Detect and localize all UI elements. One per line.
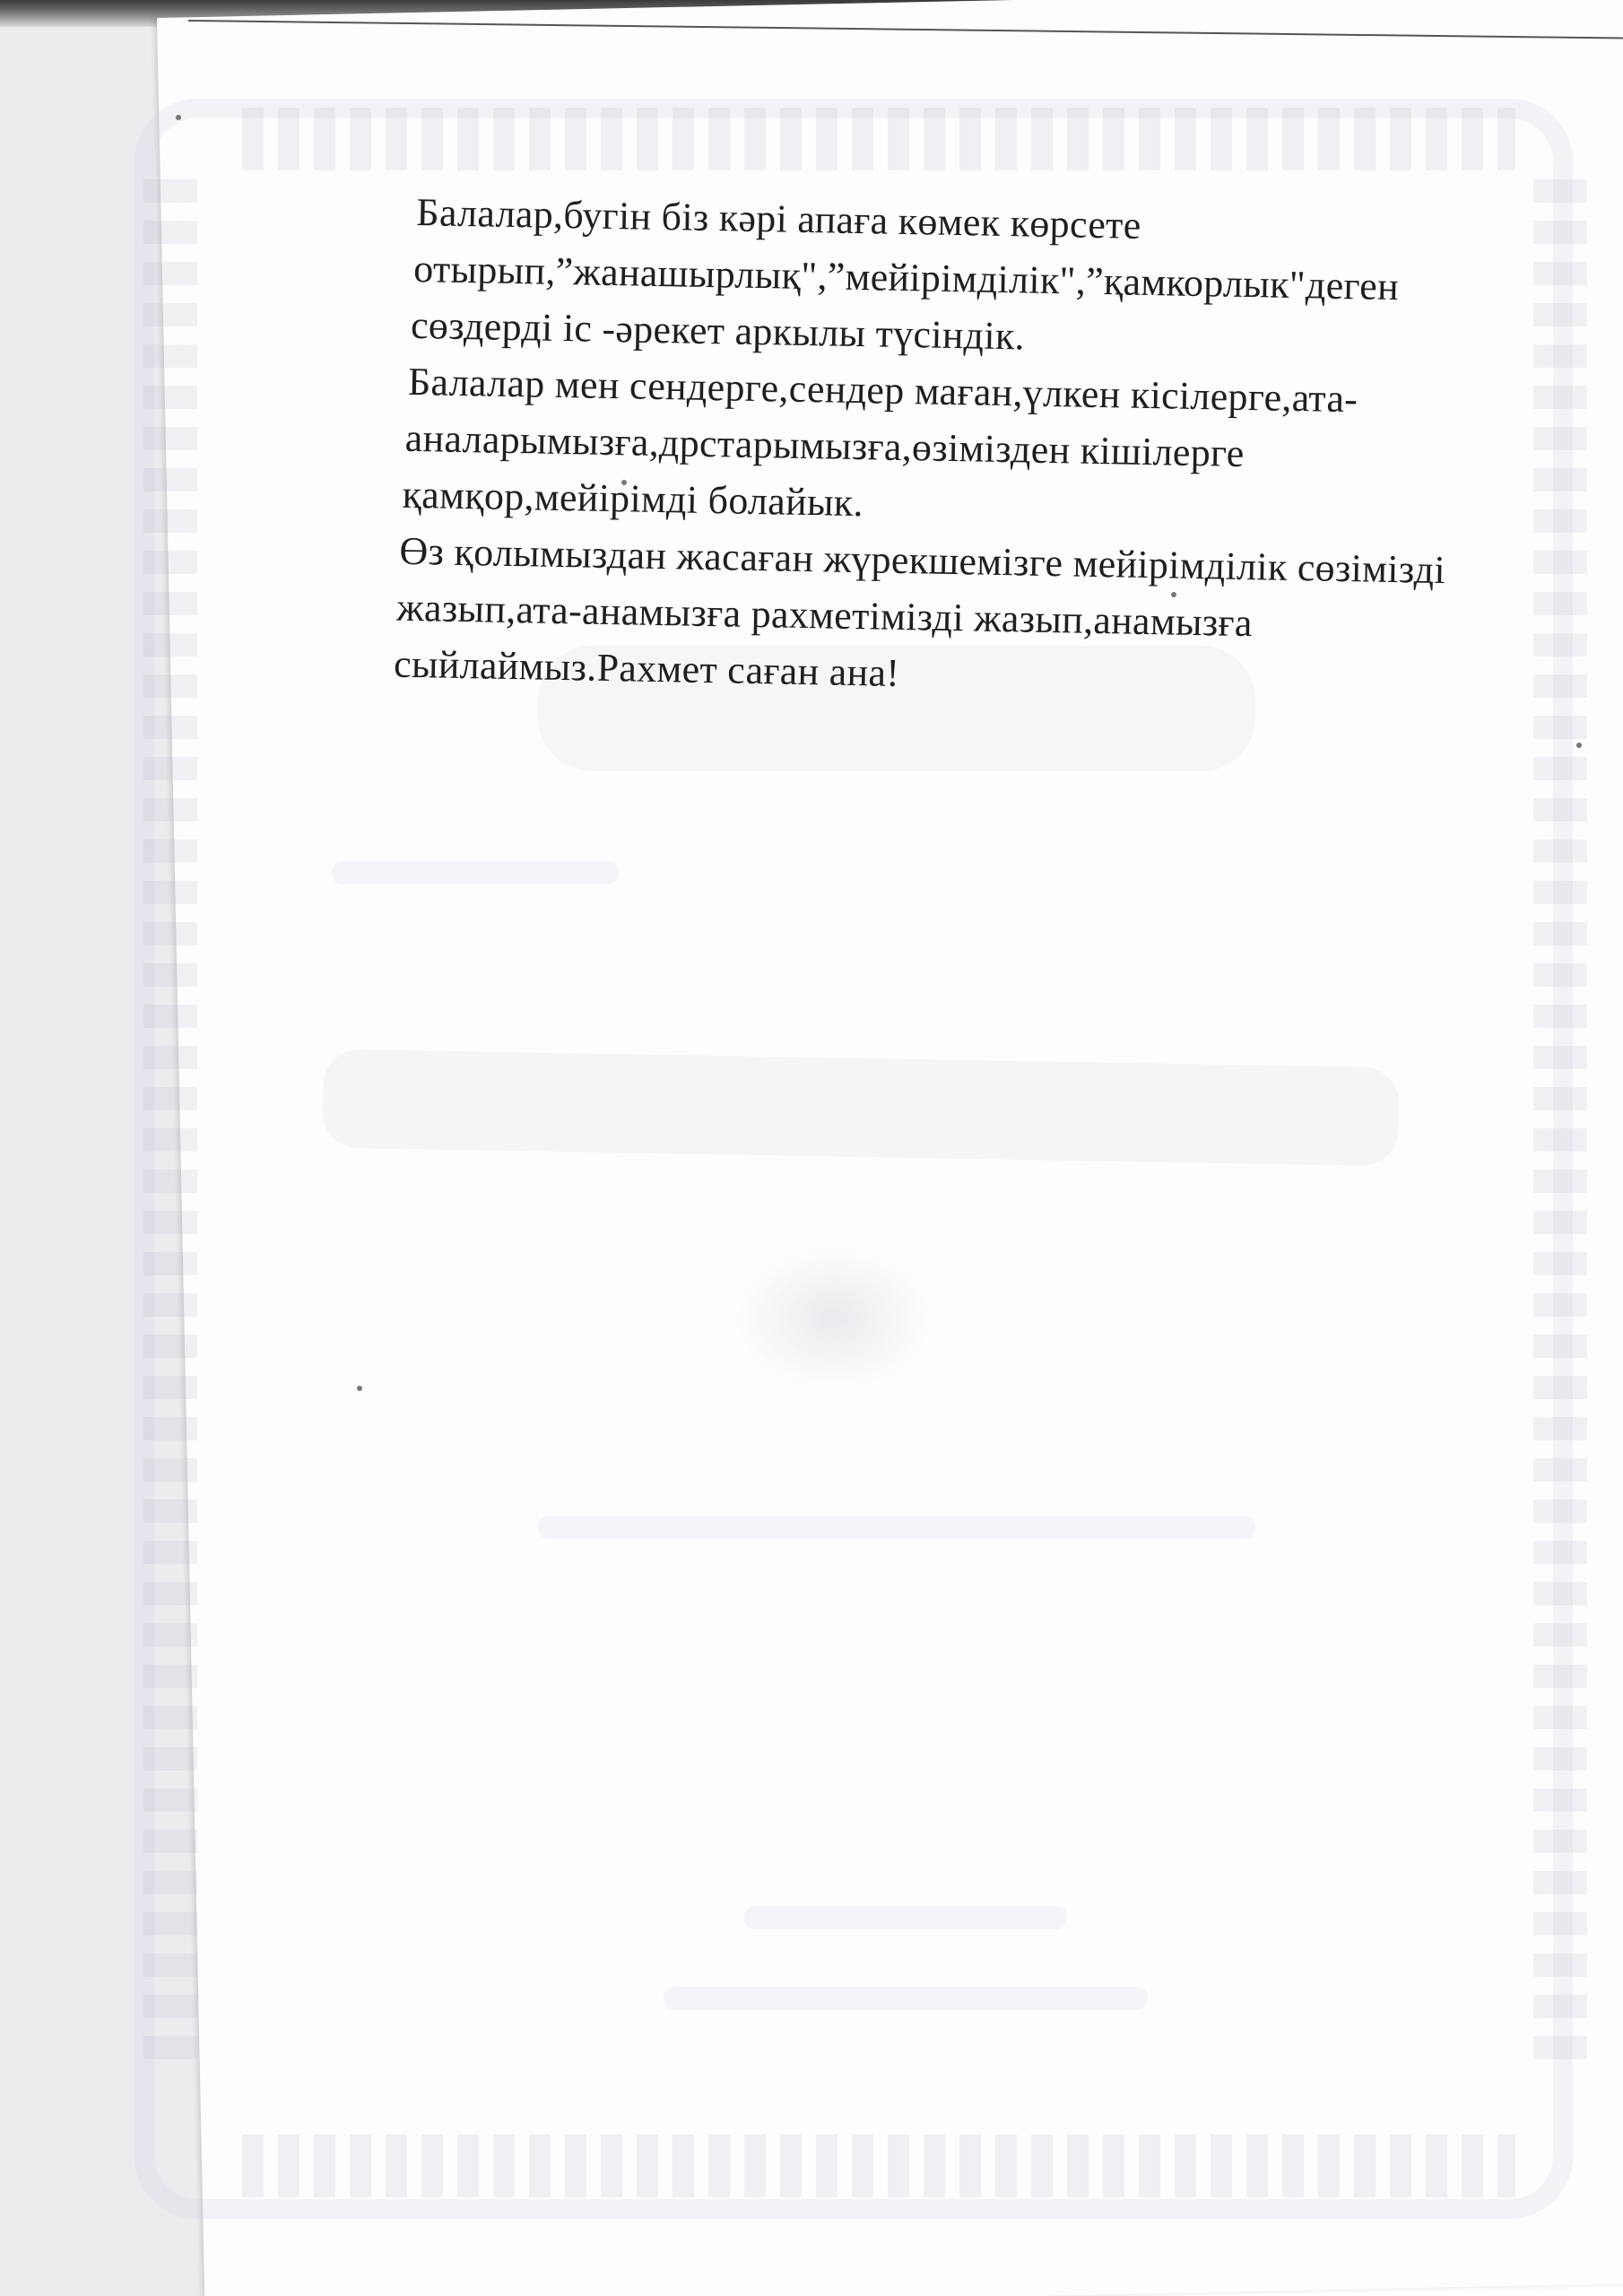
show-through-line (332, 861, 619, 884)
scan-speck (357, 1386, 362, 1391)
letter-text (393, 184, 1529, 713)
show-through-line (538, 1516, 1255, 1539)
show-through-line (664, 1987, 1148, 2010)
text-line: сыйлаймыз.Рахмет саған ана! (393, 641, 900, 695)
scan-speck (1576, 743, 1582, 748)
show-through-ornament-right (1533, 179, 1587, 2063)
show-through-ornament-left (143, 179, 197, 2063)
show-through-ornament-top (242, 108, 1515, 170)
show-through-ornament-bottom (242, 2135, 1515, 2197)
show-through-title (322, 1049, 1400, 1167)
text-line: отырып,”жанашырлық",”мейірімділік",”қамкорлык"деген (412, 246, 1400, 309)
text-line: жазып,ата-анамызға рахметімізді жазып,анамызға (395, 585, 1254, 646)
scan-speck (176, 115, 181, 120)
show-through-image (735, 1247, 933, 1390)
text-line: аналарымызға,дрстарымызға,өзімізден кішілерге (404, 415, 1245, 475)
text-line: Балалар,бугін біз кәрі апаға көмек көрсете (415, 189, 1142, 248)
show-through-line (744, 1906, 1067, 1929)
text-line: Өз қолымыздан жасаған жүрекшемізге мейірімділік сөзімізді (399, 528, 1446, 593)
text-line: қамқор,мейірімді болайык. (402, 472, 864, 526)
text-line: сөздерді іс -әрекет аркылы түсіндік. (410, 302, 1026, 359)
text-line: Балалар мен сендерге,сендер маған,үлкен кісілерге,ата- (407, 359, 1358, 422)
